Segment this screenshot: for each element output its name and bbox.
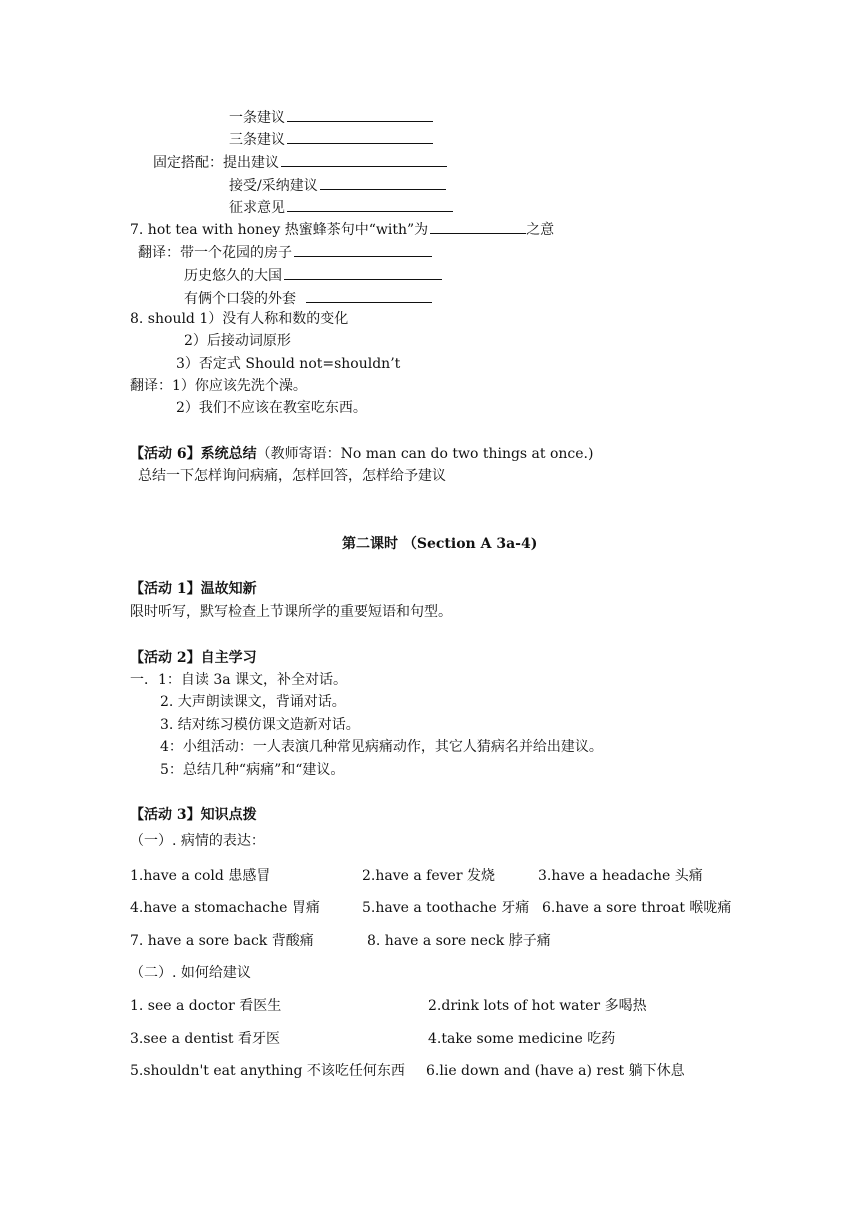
advice-item: 2.drink lots of hot water 多喝热: [428, 998, 647, 1014]
give-advice-text: 提出建议: [223, 155, 279, 171]
illness-item: 2.have a fever 发烧: [362, 868, 495, 884]
activity2-item: 4：小组活动：一人表演几种常见病痛动作，其它人猜病名并给出建议。: [160, 739, 603, 755]
illness-item: 3.have a headache 头痛: [538, 868, 703, 884]
ask-advice-line: [229, 197, 453, 217]
blank: [306, 288, 432, 303]
accept-advice-line: [229, 175, 446, 195]
advice-item: 5.shouldn't eat anything 不该吃任何东西: [130, 1063, 405, 1079]
blank: [287, 129, 433, 144]
advice-item: 6.lie down and (have a) rest 躺下休息: [426, 1063, 685, 1079]
fixed-phrase-label: 固定搭配：: [153, 155, 223, 171]
activity2-title: 【活动 2】自主学习: [130, 650, 257, 666]
activity1-body: 限时听写，默写检查上节课所学的重要短语和句型。: [130, 604, 452, 620]
blank: [287, 197, 453, 212]
activity2-item: 2. 大声朗读课文，背诵对话。: [160, 694, 346, 710]
ask-advice-text: 征求意见: [229, 200, 285, 216]
translate-2: 2）我们不应该在教室吃东西。: [176, 400, 367, 416]
activity3-title: 【活动 3】知识点拨: [130, 807, 257, 823]
accept-advice-text: 接受/采纳建议: [229, 178, 318, 194]
activity2-item: 5：总结几种“病痛”和“建议。: [160, 762, 345, 778]
blank: [294, 242, 432, 257]
activity2-item: 3. 结对练习模仿课文造新对话。: [160, 717, 360, 733]
blank: [287, 107, 433, 122]
translate-country-line: [184, 265, 442, 285]
blank: [320, 175, 446, 190]
illness-item: 5.have a toothache 牙痛: [362, 900, 530, 916]
give-advice-line: [153, 152, 447, 172]
advice-item: 3.see a dentist 看牙医: [130, 1031, 280, 1047]
translate-house-line: [138, 242, 432, 262]
advice-one-line: [229, 107, 433, 127]
advice-subheading: （二）. 如何给建议: [130, 965, 251, 981]
advice-item: 4.take some medicine 吃药: [428, 1031, 616, 1047]
illness-subheading: （一）. 病情的表达：: [130, 833, 265, 849]
illness-item: 7. have a sore back 背酸痛: [130, 933, 314, 949]
blank: [430, 219, 526, 234]
q8-line-3: 3）否定式 Should not=shouldn’t: [176, 356, 401, 372]
activity6-note: （教师寄语：No man can do two things at once.): [256, 446, 594, 462]
activity1-title: 【活动 1】温故知新: [130, 581, 257, 597]
illness-item: 1.have a cold 患感冒: [130, 868, 271, 884]
advice-one-text: 一条建议: [229, 110, 285, 126]
translate-label: 翻译：: [138, 245, 180, 261]
advice-three-text: 三条建议: [229, 132, 285, 148]
q8-line-2: 2）后接动词原形: [184, 333, 291, 349]
activity2-item: 一．1：自读 3a 课文，补全对话。: [130, 672, 348, 688]
advice-three-line: [229, 129, 433, 149]
q7-line: [130, 219, 554, 239]
blank: [281, 152, 447, 167]
coat-pockets-text: 有俩个口袋的外套: [184, 291, 296, 307]
q7-text: 7. hot tea with honey 热蜜蜂茶句中“with”为: [130, 222, 429, 238]
translate-1: 翻译：1）你应该先洗个澡。: [130, 378, 307, 394]
lesson2-title: 第二课时 （Section A 3a-4): [342, 536, 538, 552]
blank: [284, 265, 442, 280]
illness-item: 8. have a sore neck 脖子痛: [367, 933, 551, 949]
activity6-body: 总结一下怎样询问病痛，怎样回答，怎样给予建议: [138, 468, 446, 484]
illness-item: 4.have a stomachache 胃痛: [130, 900, 320, 916]
house-garden-text: 带一个花园的房子: [180, 245, 292, 261]
activity6-title: 【活动 6】系统总结: [130, 446, 257, 462]
advice-item: 1. see a doctor 看医生: [130, 998, 282, 1014]
illness-item: 6.have a sore throat 喉咙痛: [542, 900, 732, 916]
q7-suffix: 之意: [526, 222, 555, 238]
big-country-text: 历史悠久的大国: [184, 268, 282, 284]
activity6-heading: [130, 445, 593, 463]
q8-line-1: 8. should 1）没有人称和数的变化: [130, 311, 349, 327]
translate-coat-line: [184, 288, 432, 308]
